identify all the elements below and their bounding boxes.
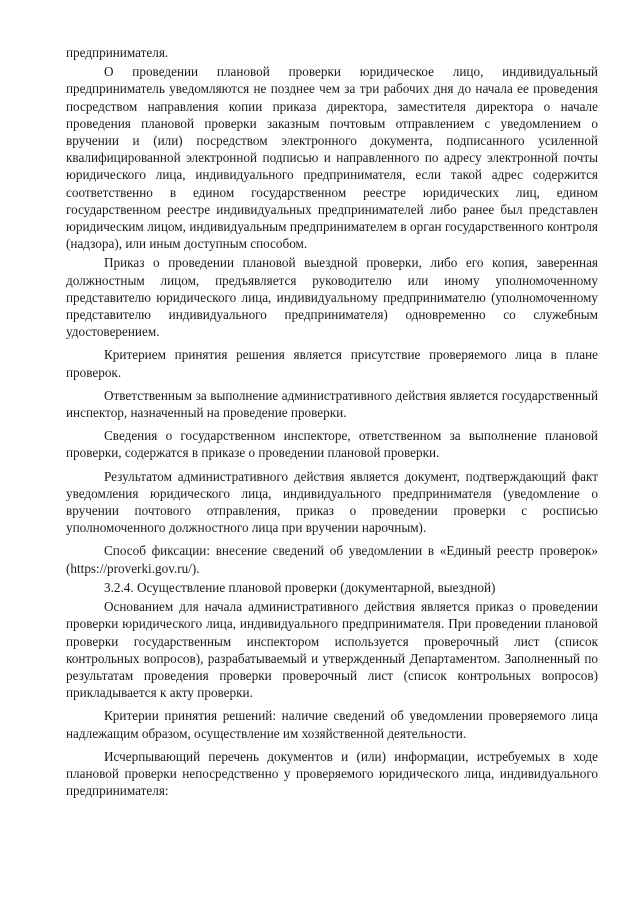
paragraph-2: О проведении плановой проверки юридическое лицо, индивидуальный предприниматель уведомляются не позднее чем за три рабочих дня до начала ее проведения посредством направления копии приказа директора, заместителя директора о начале проведения плановой проверки заказным почтовым отправлением с уведомлением о вручении и (или) посредством электронного документа, подписанного усиленной квалифицированной электронной подписью и направленного по адресу электронной почты юридического лица, индивидуального предпринимателя, если такой адрес содержится соответственно в едином государственном реестре юридических лиц, едином государственном реестре индивидуальных предпринимателей либо ранее был представлен юридическим лицом, индивидуальным предпринимателем в орган государственного контроля (надзора), или иным доступным способом. <box>66 64 598 252</box>
paragraph-5: Ответственным за выполнение административного действия является государственный инспектор, назначенный на проведение проверки. <box>66 387 598 421</box>
paragraph-11: Исчерпывающий перечень документов и (или) информации, истребуемых в ходе плановой проверки непосредственно у проверяемого юридического лица, индивидуального предпринимателя: <box>66 748 598 799</box>
paragraph-8: Способ фиксации: внесение сведений об уведомлении в «Единый реестр проверок» (https://proverki.gov.ru/). <box>66 543 598 576</box>
paragraph-1: предпринимателя. <box>66 45 169 60</box>
paragraph-9: Основанием для начала административного действия является приказ о проведении проверки юридического лица, индивидуального предпринимателя. При проведении плановой проверки государственным инспектором используется проверочный лист (список контрольных вопросов), разрабатываемый и утвержденный Департаментом. Заполненный по результатам проведения проверки проверочный лист (список контрольных вопросов) прикладывается к акту проверки. <box>66 599 598 701</box>
document-body <box>66 44 598 801</box>
section-heading-3-2-4: 3.2.4. Осуществление плановой проверки (документарной, выездной) <box>104 579 496 595</box>
paragraph-3: Приказ о проведении плановой выездной проверки, либо его копия, заверенная должностным лицом, предъявляется руководителю или иному уполномоченному представителю юридического лица, индивидуальному предпринимателю (уполномоченному представителю индивидуального предпринимателя) одновременно со служебным удостоверением. <box>66 255 598 340</box>
paragraph-7: Результатом административного действия является документ, подтверждающий факт уведомления юридического лица, индивидуального предпринимателя (уведомление о вручении почтового отправления, приказ о проведении проверки с росписью уполномоченного должностного лица при вручении нарочным). <box>66 468 598 536</box>
paragraph-10: Критерии принятия решений: наличие сведений об уведомлении проверяемого лица надлежащим образом, осуществление им хозяйственной деятельности. <box>66 708 598 741</box>
paragraph-4: Критерием принятия решения является присутствие проверяемого лица в плане проверок. <box>66 347 598 380</box>
paragraph-6: Сведения о государственном инспекторе, ответственном за выполнение плановой проверки, содержатся в приказе о проведении плановой проверки. <box>66 428 598 461</box>
